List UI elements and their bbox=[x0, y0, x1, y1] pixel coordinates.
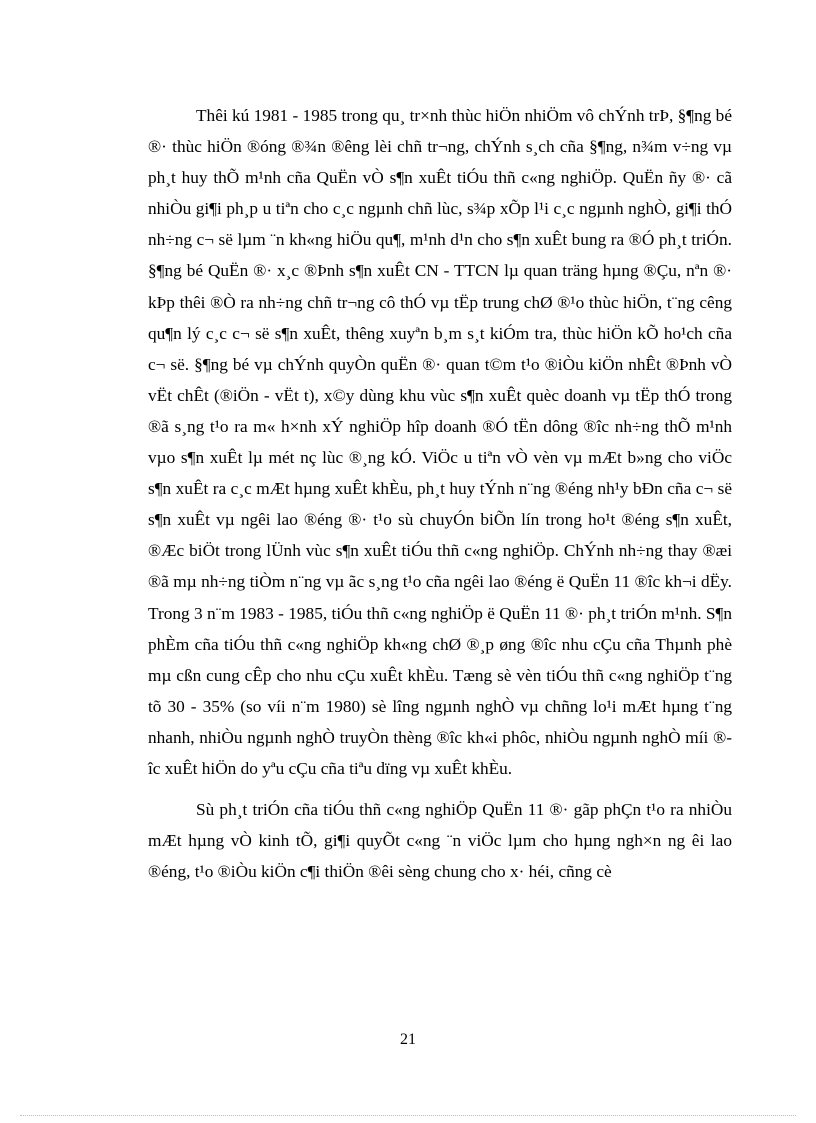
paragraph-2: Sù ph¸t triÓn cña tiÓu thñ c«ng nghiÖp QuËn 11 ®· gãp phÇn t¹o ra nhiÒu mÆt hµng vÒ kinh tÕ, gi¶i quyÕt c«ng ¨n viÖc lµm cho hµng ngh×n ng êi lao ®éng, t¹o ®iÒu kiÖn c¶i thiÖn ®êi sèng chung cho x· héi, cñng cè bbox=[148, 800, 732, 882]
page-bottom-divider bbox=[20, 1115, 796, 1116]
page-number: 21 bbox=[400, 1031, 416, 1048]
paragraph-1: Thêi kú 1981 - 1985 trong qu¸ tr×nh thùc hiÖn nhiÖm vô chÝnh trÞ, §¶ng bé ®· thùc hiÖn ®óng ®¾n ®êng lèi chñ tr¬ng, chÝnh s¸ch cña §¶ng, n¾m v÷ng vµ ph¸t huy thÕ m¹nh cña QuËn vÒ s¶n xuÊt tiÓu thñ c«ng nghiÖp. QuËn ñy ®· cã nhiÒu gi¶i ph¸p u tiªn cho c¸c ngµnh chñ lùc, s¾p xÕp l¹i c¸c ngµnh nghÒ, gi¶i thÓ nh÷ng c¬ së lµm ¨n kh«ng hiÖu qu¶, m¹nh d¹n cho s¶n xuÊt bung ra ®Ó ph¸t triÓn. §¶ng bé QuËn ®· x¸c ®Þnh s¶n xuÊt CN - TTCN lµ quan träng hµng ®Çu, nªn ®· kÞp thêi ®Ò ra nh÷ng chñ tr¬ng cô thÓ vµ tËp trung chØ ®¹o thùc hiÖn, t¨ng cêng qu¶n lý c¸c c¬ së s¶n xuÊt, thêng xuyªn b¸m s¸t kiÓm tra, thùc hiÖn kÕ ho¹ch cña c¬ së. §¶ng bé vµ chÝnh quyÒn quËn ®· quan t©m t¹o ®iÒu kiÖn nhÊt ®Þnh vÒ vËt chÊt (®iÖn - vËt t), x©y dùng khu vùc s¶n xuÊt quèc doanh vµ tËp thÓ trong ®ã s¸ng t¹o ra m« h×nh xÝ nghiÖp hîp doanh ®Ó tËn dông ®îc nh÷ng thÕ m¹nh vµo s¶n xuÊt lµ mét nç lùc ®¸ng kÓ. ViÖc u tiªn vÒ vèn vµ mÆt b»ng cho viÖc s¶n xuÊt ra c¸c mÆt hµng xuÊt khÈu, ph¸t huy tÝnh n¨ng ®éng nh¹y bÐn cña c¬ së s¶n xuÊt vµ ngêi lao ®éng ®· t¹o sù chuyÓn biÕn lín trong ho¹t ®éng s¶n xuÊt, ®Æc biÖt trong lÜnh vùc s¶n xuÊt tiÓu thñ c«ng nghiÖp. ChÝnh nh÷ng thay ®æi ®ã mµ nh÷ng tiÒm n¨ng vµ ãc s¸ng t¹o cña ngêi lao ®éng ë QuËn 11 ®îc kh¬i dËy. Trong 3 n¨m 1983 - 1985, tiÓu thñ c«ng nghiÖp ë QuËn 11 ®· ph¸t triÓn m¹nh. S¶n phÈm cña tiÓu thñ c«ng nghiÖp kh«ng chØ ®¸p øng ®îc nhu cÇu cña Thµnh phè mµ cßn cung cÊp cho nhu cÇu xuÊt khÈu. Tæng sè vèn tiÓu thñ c«ng nghiÖp t¨ng tõ 30 - 35% (so víi n¨m 1980) sè lîng ngµnh nghÒ vµ chñng lo¹i mÆt hµng t¨ng nhanh, nhiÒu ngµnh nghÒ truyÒn thèng ®îc kh«i phôc, nhiÒu ngµnh nghÒ míi ®îc xuÊt hiÖn do yªu cÇu cña tiªu dïng vµ xuÊt khÈu. bbox=[148, 106, 732, 778]
body-text bbox=[148, 100, 732, 887]
